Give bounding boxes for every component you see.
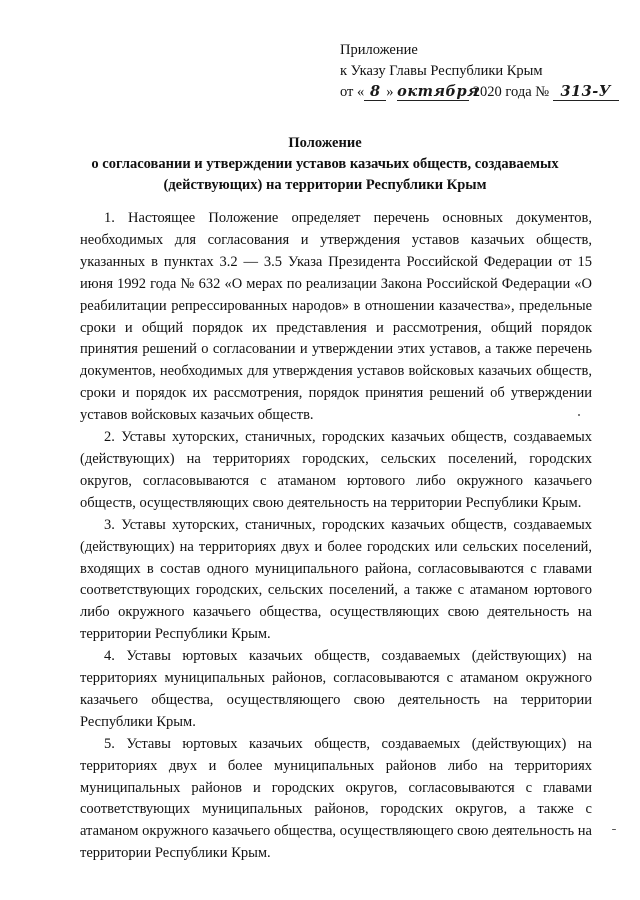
document-body [80,208,592,865]
date-month-field [397,83,480,101]
date-month-handwritten: октября [397,83,480,100]
appendix-date-line [340,82,630,103]
scan-speck [612,829,616,830]
paragraph-2: 2. Уставы хуторских, станичных, городских казачьих обществ, создаваемых (действующих) на территориях городских, сельских поселений, городских округов, согласовываются с атаманом юртового либо окружного казачьего обществ, осуществляющих свою деятельность на территории Республики Крым. [80,429,592,511]
paragraph-5: 5. Уставы юртовых казачьих обществ, создаваемых (действующих) на территориях двух и более муниципальных районов либо на территориях муниципальных районов и городских округов, согласовываются с главами соответствующих муниципальных районов, городских округов, а также с атаманом окружного казачьего общества, осуществляющего свою деятельность на территории Республики Крым. [80,735,592,862]
scan-speck [578,414,580,416]
paragraph-1: 1. Настоящее Положение определяет перечень основных документов, необходимых для согласования и утверждения уставов казачьих обществ, указанных в пунктах 3.2 — 3.5 Указа Президента Российской Федерации от 15 июня 1992 года № 632 «О мерах по реализации Закона Российской Федерации «О реабилитации репрессированных народов» в отношении казачества», предельные сроки и общий порядок их представления и рассмотрения, общий порядок принятия решений о согласовании и утверждении этих уставов, а также перечень документов, необходимых для утверждения уставов войсковых казачьих обществ, сроки и порядок их рассмотрения, порядок принятия решений об утверждении уставов войсковых казачьих обществ. [80,210,592,424]
number-prefix: № [535,84,550,100]
date-day-handwritten: 8 [369,83,381,100]
decree-number-field [553,84,619,101]
date-day-field [364,84,386,101]
title-line-1: Положение [288,135,362,151]
decree-number-handwritten: 313-У [560,83,612,100]
appendix-reference: к Указу Главы Республики Крым [340,63,543,79]
paragraph-4: 4. Уставы юртовых казачьих обществ, создаваемых (действующих) на территориях муниципальных районов, согласовываются с атаманом окружного казачьего общества, осуществляющего свою деятельность на территории Республики Крым. [80,648,592,730]
date-year: 2020 года [472,84,532,100]
appendix-label: Приложение [340,42,418,58]
appendix-block [340,40,630,103]
title-line-3: (действующих) на территории Республики Крым [163,177,487,193]
paragraph-3: 3. Уставы хуторских, станичных, городских казачьих обществ, создаваемых (действующих) на территориях двух и более городских или сельских поселений, входящих в состав одного муниципального района, согласовываются с главами соответствующих городских, сельских поселений, а также с атаманом юртового либо окружного казачьего общества, осуществляющих свою деятельность на территории Республики Крым. [80,516,592,643]
date-prefix: от « [340,84,365,100]
title-line-2: о согласовании и утверждении уставов казачьих обществ, создаваемых [91,156,559,172]
document-title [60,133,590,196]
date-mid: » [386,84,394,100]
